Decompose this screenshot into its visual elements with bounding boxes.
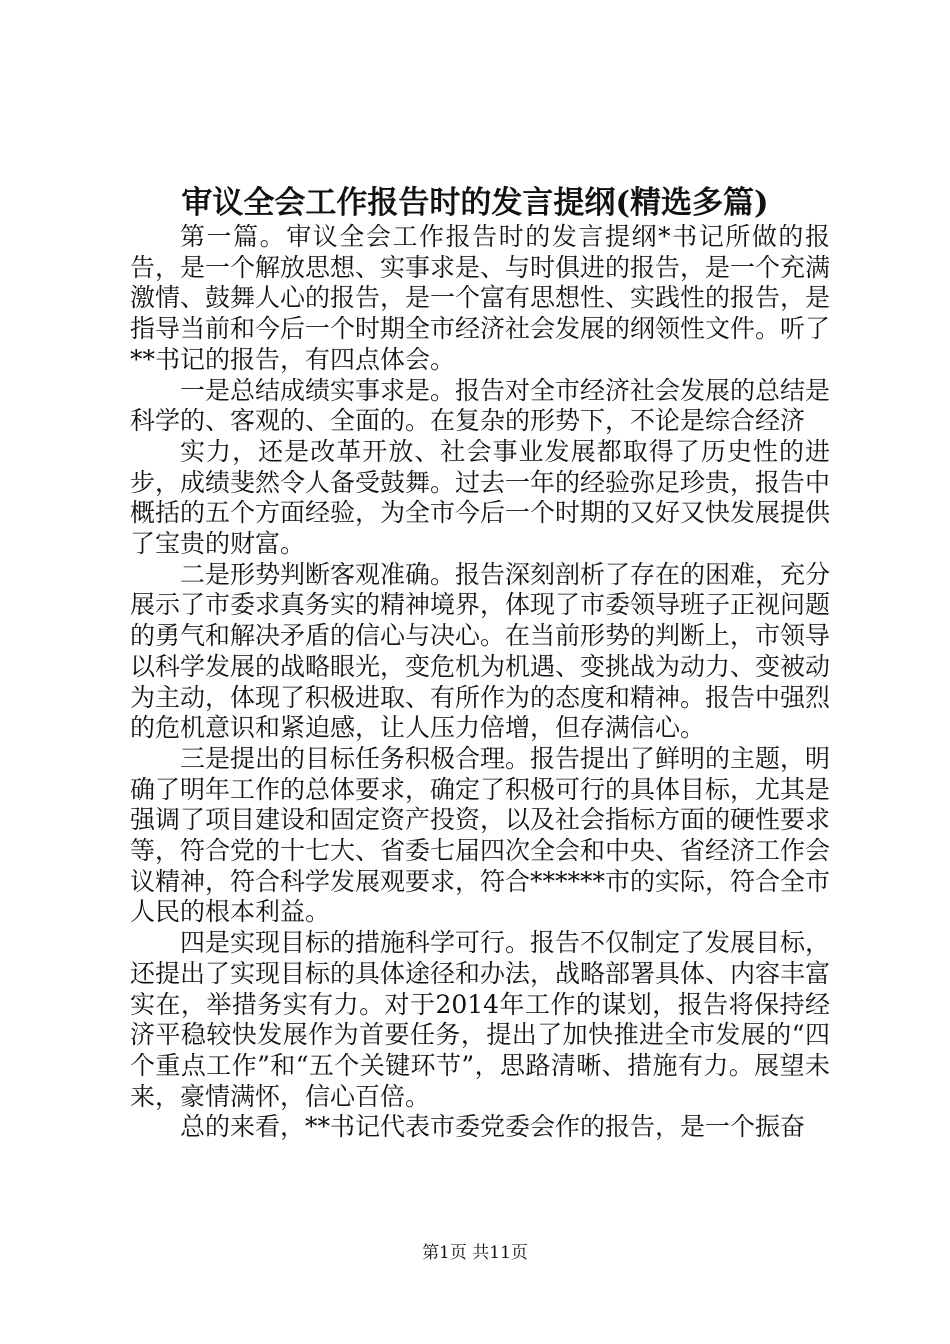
paragraph: 三是提出的目标任务积极合理。报告提出了鲜明的主题，明确了明年工作的总体要求，确定了积极可行的具体目标，尤其是强调了项目建设和固定资产投资，以及社会指标方面的硬性要求等，符合党的十七大、省委七届四次全会和中央、省经济工作会议精神，符合科学发展观要求，符合******市的实际，符合全市人民的根本利益。 (130, 743, 831, 927)
paragraph: 二是形势判断客观准确。报告深刻剖析了存在的困难，充分展示了市委求真务实的精神境界，体现了市委领导班子正视问题的勇气和解决矛盾的信心与决心。在当前形势的判断上，市领导以科学发展的战略眼光，变危机为机遇、变挑战为动力、变被动为主动，体现了积极进取、有所作为的态度和精神。报告中强烈的危机意识和紧迫感，让人压力倍增，但存满信心。 (130, 559, 831, 743)
page-number-footer: 第1页 共11页 (422, 1243, 528, 1263)
document-body (130, 222, 830, 1143)
document-title: 审议全会工作报告时的发言提纲(精选多篇) (181, 185, 769, 221)
paragraph: 一是总结成绩实事求是。报告对全市经济社会发展的总结是科学的、客观的、全面的。在复杂的形势下，不论是综合经济 (130, 375, 831, 436)
paragraph: 第一篇。审议全会工作报告时的发言提纲*书记所做的报告，是一个解放思想、实事求是、与时俱进的报告，是一个充满激情、鼓舞人心的报告，是一个富有思想性、实践性的报告，是指导当前和今后一个时期全市经济社会发展的纲领性文件。听了**书记的报告，有四点体会。 (130, 222, 831, 374)
paragraph: 总的来看，**书记代表市委党委会作的报告，是一个振奋 (180, 1112, 806, 1142)
paragraph: 四是实现目标的措施科学可行。报告不仅制定了发展目标，还提出了实现目标的具体途径和办法，战略部署具体、内容丰富实在，举措务实有力。对于2014年工作的谋划，报告将保持经济平稳较快发展作为首要任务，提出了加快推进全市发展的“四个重点工作”和“五个关键环节”，思路清晰、措施有力。展望未来，豪情满怀，信心百倍。 (130, 928, 831, 1111)
paragraph: 实力，还是改革开放、社会事业发展都取得了历史性的进步，成绩斐然令人备受鼓舞。过去一年的经验弥足珍贵，报告中概括的五个方面经验，为全市今后一个时期的又好又快发展提供了宝贵的财富。 (130, 436, 831, 559)
